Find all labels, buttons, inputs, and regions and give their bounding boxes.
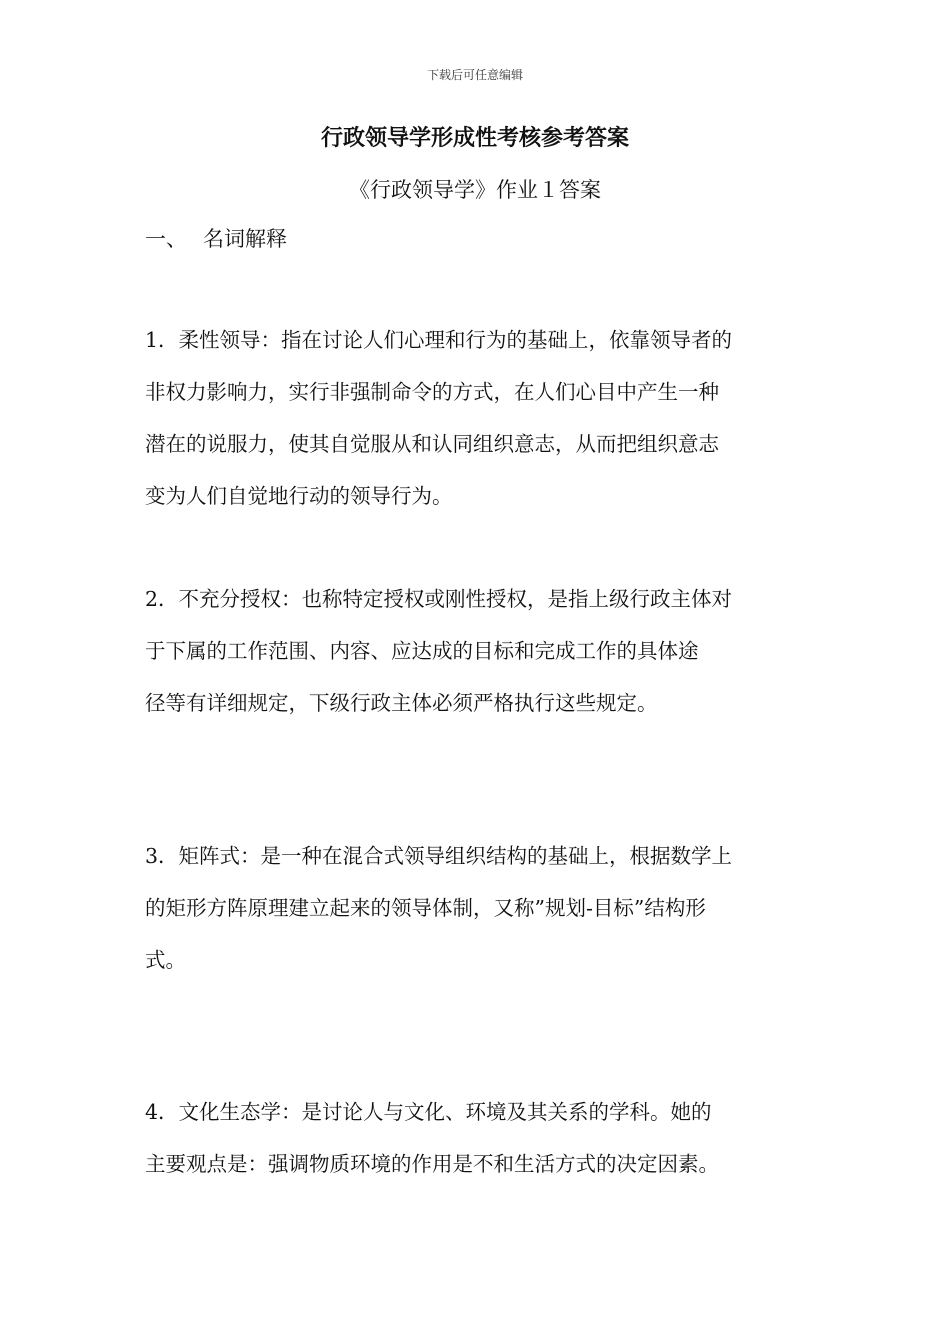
section-number: 一、 <box>145 227 187 251</box>
definition-entry-4: 4．文化生态学：是讨论人与文化、环境及其关系的学科。她的 主要观点是：强调物质环境的作用是不和生活方式的决定因素。 <box>145 1100 719 1176</box>
section-heading <box>145 223 287 253</box>
definition-entry-1: 1．柔性领导：指在讨论人们心理和行为的基础上，依靠领导者的 非权力影响力，实行非强制命令的方式，在人们心目中产生一种 潜在的说服力，使其自觉服从和认同组织意志，从而把组织意志 变为人们自觉地行动的领导行为。 <box>145 328 733 508</box>
section-label: 名词解释 <box>203 227 287 251</box>
header-note: 下载后可任意编辑 <box>426 68 523 82</box>
definition-entry-3: 3．矩阵式：是一种在混合式领导组织结构的基础上，根据数学上 的矩形方阵原理建立起来的领导体制，又称”规划-目标”结构形 式。 <box>145 844 733 972</box>
document-title: 行政领导学形成性考核参考答案 <box>320 126 629 151</box>
definition-entry-2: 2．不充分授权：也称特定授权或刚性授权，是指上级行政主体对 于下属的工作范围、内容、应达成的目标和完成工作的具体途 径等有详细规定，下级行政主体必须严格执行这些规定。 <box>145 587 733 715</box>
document-subtitle: 《行政领导学》作业１答案 <box>349 178 601 202</box>
